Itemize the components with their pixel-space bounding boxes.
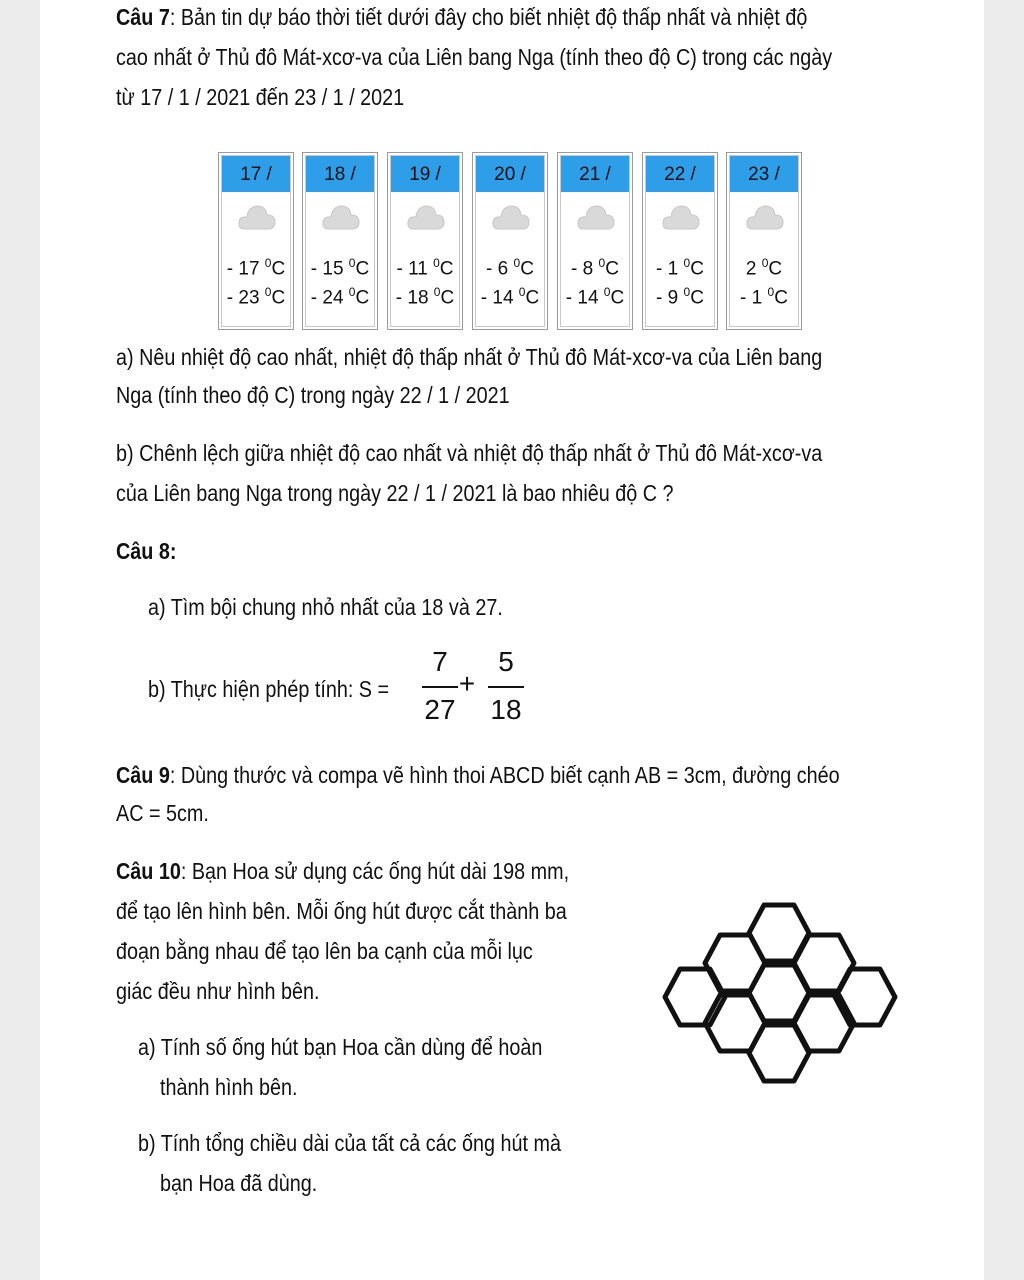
cloud-icon: [661, 201, 701, 231]
q7-part-a-line1: a) Nêu nhiệt độ cao nhất, nhiệt độ thấp nhất ở Thủ đô Mát-xcơ-va của Liên bang: [116, 344, 823, 370]
forecast-low: - 14 $^0$C: [480, 285, 540, 309]
forecast-date: 23 /: [730, 156, 798, 192]
q7-line3: từ 17 / 1 / 2021 đến 23 / 1 / 2021: [116, 84, 405, 110]
q7-line2: cao nhất ở Thủ đô Mát-xcơ-va của Liên bang Nga (tính theo độ C) trong các ngày: [116, 44, 833, 70]
q10-part-a-line2: thành hình bên.: [160, 1074, 298, 1100]
forecast-day: [557, 152, 633, 330]
forecast-low: - 14 $^0$C: [565, 285, 625, 309]
q7-part-a-line2: Nga (tính theo độ C) trong ngày 22 / 1 / 2021: [116, 382, 510, 408]
q8-label: Câu 8:: [116, 538, 177, 564]
q7-part-b-line2: của Liên bang Nga trong ngày 22 / 1 / 2021 là bao nhiêu độ C ?: [116, 480, 674, 506]
q9-label: Câu 9: [116, 762, 170, 788]
q10-line3: đoạn bằng nhau để tạo lên ba cạnh của mỗi lục: [116, 938, 533, 964]
forecast-high: 2 $^0$C: [745, 256, 783, 280]
q10-part-b-line1: b) Tính tổng chiều dài của tất cả các ống hút mà: [138, 1130, 561, 1156]
q7-text-1: : Bản tin dự báo thời tiết dưới đây cho biết nhiệt độ thấp nhất và nhiệt độ: [169, 4, 808, 30]
fraction-2-denominator: 18: [490, 694, 522, 725]
fraction-2-bar: [488, 686, 524, 688]
q10-part-a-line1: a) Tính số ống hút bạn Hoa cần dùng để hoàn: [138, 1034, 543, 1060]
cloud-icon: [237, 201, 277, 231]
forecast-date: 19 /: [391, 156, 459, 192]
hexagon: [749, 1025, 809, 1081]
forecast-low: - 18 $^0$C: [395, 285, 455, 309]
forecast-day: [387, 152, 463, 330]
q10-line4: giác đều như hình bên.: [116, 978, 320, 1004]
q9-text-1: : Dùng thước và compa vẽ hình thoi ABCD biết cạnh AB = 3cm, đường chéo: [169, 762, 840, 788]
cloud-icon: [406, 201, 446, 231]
forecast-high: - 11 $^0$C: [396, 256, 454, 280]
cloud-icon: [576, 201, 616, 231]
forecast-high: - 1 $^0$C: [656, 256, 704, 280]
q10-label: Câu 10: [116, 858, 181, 884]
forecast-day: [302, 152, 378, 330]
forecast-date: 20 /: [476, 156, 544, 192]
q10-line2: để tạo lên hình bên. Mỗi ống hút được cắt thành ba: [116, 898, 567, 924]
q10-text-1: : Bạn Hoa sử dụng các ống hút dài 198 mm,: [180, 858, 570, 884]
forecast-low: - 23 $^0$C: [226, 285, 286, 309]
forecast-day: [218, 152, 294, 330]
forecast-high: - 15 $^0$C: [310, 256, 370, 280]
forecast-high: - 6 $^0$C: [486, 256, 534, 280]
forecast-date: 22 /: [646, 156, 714, 192]
forecast-date: 17 /: [222, 156, 290, 192]
q7-part-b-line1: b) Chênh lệch giữa nhiệt độ cao nhất và nhiệt độ thấp nhất ở Thủ đô Mát-xcơ-va: [116, 440, 823, 466]
forecast-low: - 24 $^0$C: [310, 285, 370, 309]
cloud-icon: [491, 201, 531, 231]
hexagon: [835, 969, 895, 1025]
hexagon: [665, 969, 725, 1025]
q7-label: Câu 7: [116, 4, 170, 30]
forecast-low: - 9 $^0$C: [656, 285, 704, 309]
q10-line1: [116, 854, 569, 888]
q9-line2: AC = 5cm.: [116, 800, 209, 826]
q9-line1: [116, 758, 840, 792]
forecast-date: 21 /: [561, 156, 629, 192]
fraction-2-numerator: 5: [498, 646, 514, 677]
q7-line1: [116, 0, 807, 34]
cloud-icon: [321, 201, 361, 231]
cloud-icon: [745, 201, 785, 231]
q8-part-b: b) Thực hiện phép tính: S =: [148, 676, 390, 702]
fraction-1-denominator: 27: [424, 694, 456, 725]
fraction-1-numerator: 7: [432, 646, 448, 677]
forecast-day: [642, 152, 718, 330]
hexagon-honeycomb-figure: [660, 895, 900, 1115]
forecast-date: 18 /: [306, 156, 374, 192]
q10-part-b-line2: bạn Hoa đã dùng.: [160, 1170, 318, 1196]
forecast-day: [472, 152, 548, 330]
forecast-low: - 1 $^0$C: [740, 285, 788, 309]
forecast-high: - 17 $^0$C: [226, 256, 286, 280]
forecast-day: [726, 152, 802, 330]
plus-sign: +: [458, 668, 476, 699]
forecast-high: - 8 $^0$C: [571, 256, 619, 280]
q8-part-a: a) Tìm bội chung nhỏ nhất của 18 và 27.: [148, 594, 503, 620]
